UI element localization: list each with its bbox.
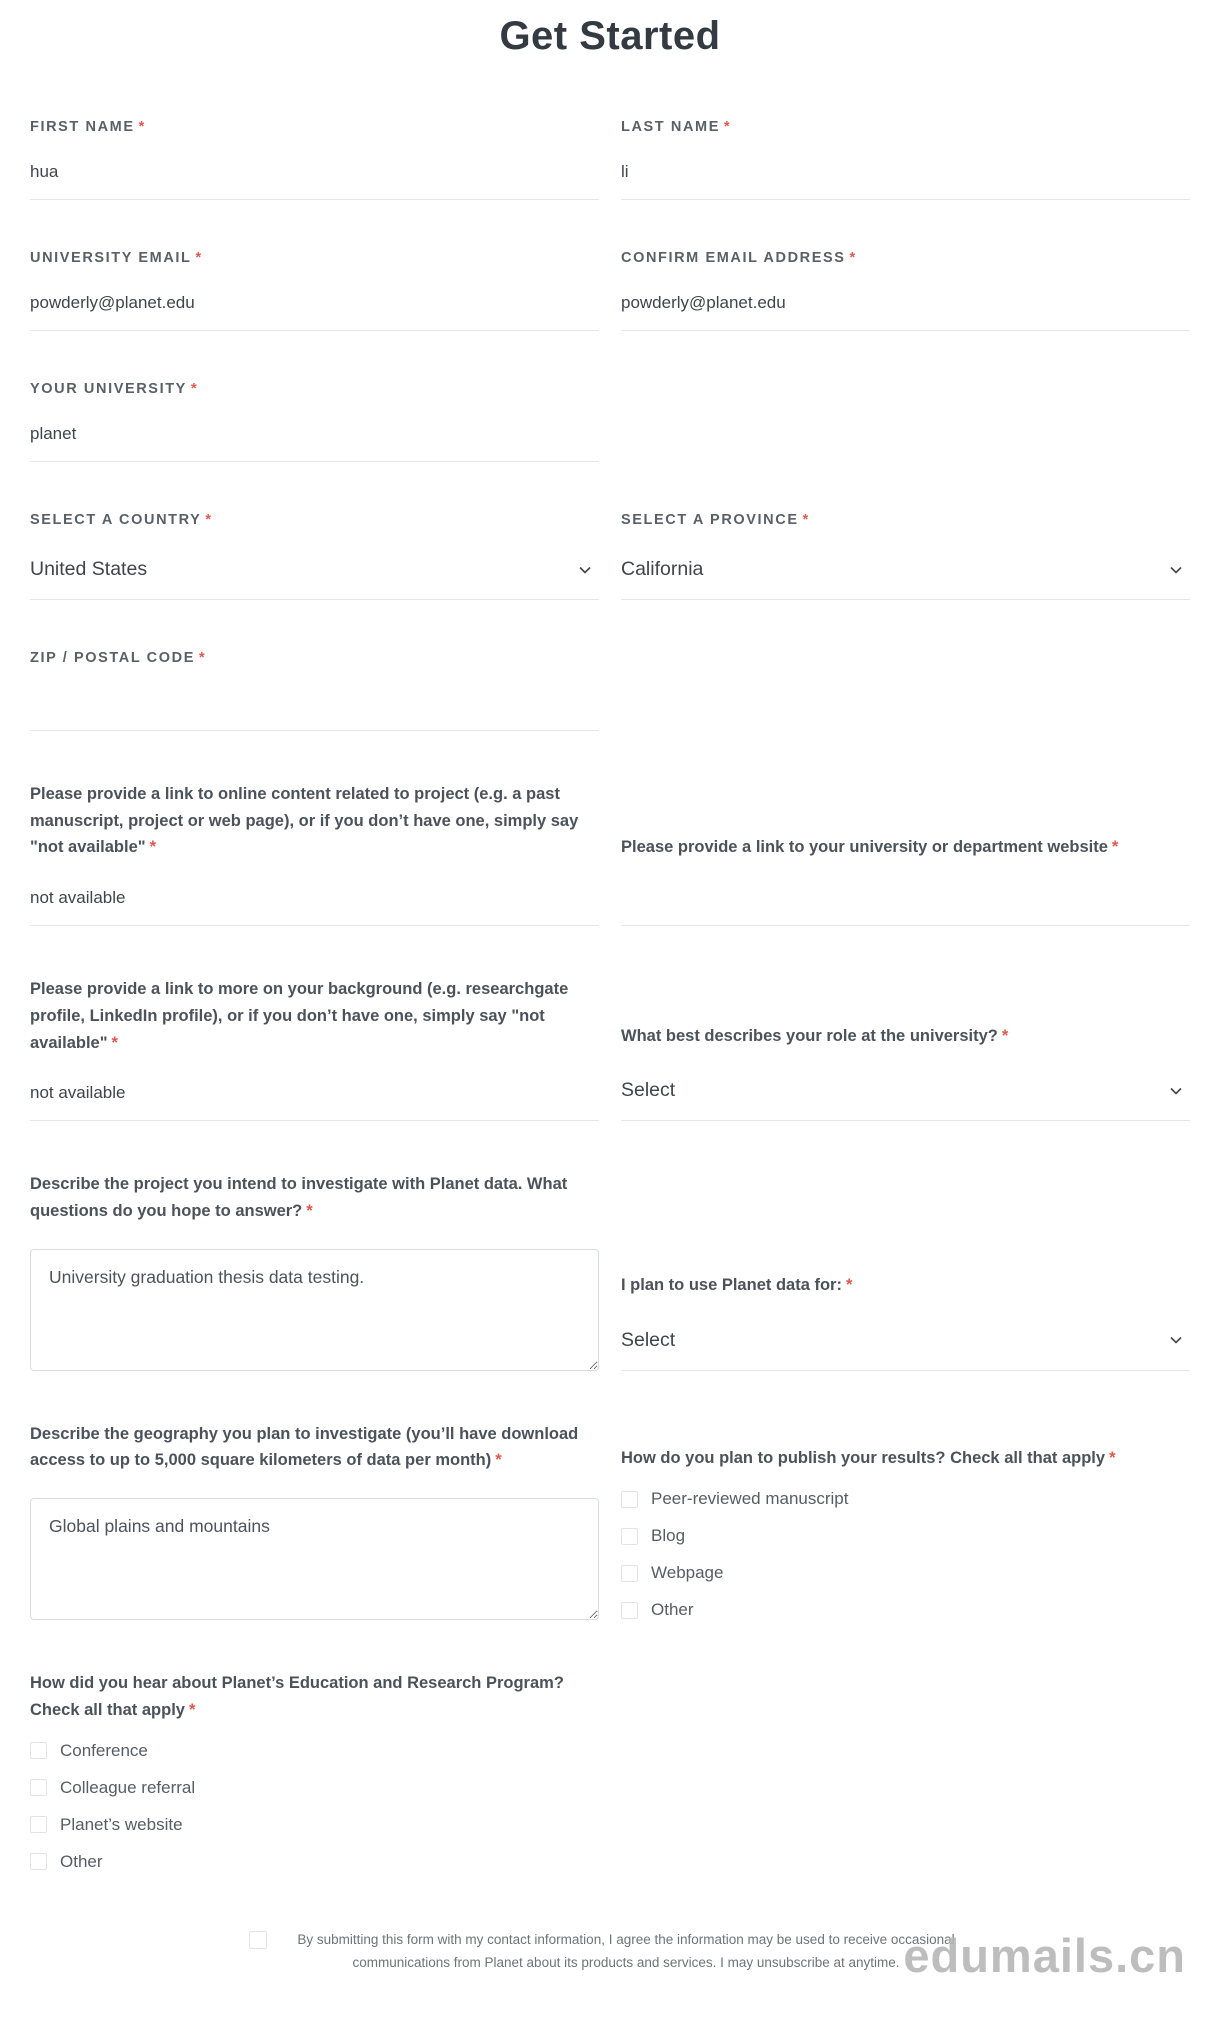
province-label: SELECT A PROVINCE * bbox=[621, 512, 810, 528]
field-province bbox=[621, 512, 1190, 600]
field-hear-about bbox=[30, 1670, 599, 1871]
checkbox-label: Peer-reviewed manuscript bbox=[651, 1489, 849, 1509]
field-zip bbox=[30, 650, 599, 731]
field-role bbox=[621, 1023, 1190, 1122]
required-asterisk: * bbox=[723, 119, 732, 135]
field-your-university bbox=[30, 381, 599, 462]
project-description-textarea[interactable] bbox=[30, 1249, 599, 1371]
checkbox-icon[interactable] bbox=[30, 1742, 47, 1759]
field-project-description bbox=[30, 1171, 599, 1370]
checkbox-option-other-publish[interactable] bbox=[621, 1600, 1190, 1620]
university-email-input[interactable] bbox=[30, 266, 599, 331]
required-asterisk: * bbox=[1109, 1449, 1116, 1468]
role-question: What best describes your role at the university? * bbox=[621, 1026, 1009, 1045]
zip-input[interactable] bbox=[30, 666, 599, 731]
data-use-question: I plan to use Planet data for: * bbox=[621, 1276, 853, 1295]
background-link-input[interactable] bbox=[30, 1056, 599, 1121]
chevron-down-icon bbox=[1168, 1083, 1184, 1099]
publish-results-options bbox=[621, 1489, 1190, 1620]
checkbox-option-conference[interactable] bbox=[30, 1741, 599, 1761]
checkbox-label: Planet’s website bbox=[60, 1814, 183, 1834]
confirm-email-label: CONFIRM EMAIL ADDRESS * bbox=[621, 250, 857, 266]
last-name-label: LAST NAME * bbox=[621, 119, 732, 135]
chevron-down-icon bbox=[1168, 1332, 1184, 1348]
page-title: Get Started bbox=[499, 14, 721, 58]
checkbox-label: Colleague referral bbox=[60, 1777, 196, 1797]
checkbox-icon[interactable] bbox=[30, 1779, 47, 1796]
checkbox-label: Other bbox=[651, 1600, 694, 1620]
chevron-down-icon bbox=[577, 562, 593, 578]
checkbox-label: Other bbox=[60, 1851, 103, 1871]
zip-label: ZIP / POSTAL CODE * bbox=[30, 650, 207, 666]
checkbox-option-peer-reviewed-manuscript[interactable] bbox=[621, 1489, 1190, 1509]
required-asterisk: * bbox=[1111, 838, 1119, 857]
required-asterisk: * bbox=[849, 250, 857, 266]
checkbox-option-webpage[interactable] bbox=[621, 1563, 1190, 1583]
field-confirm-email bbox=[621, 250, 1190, 331]
geography-question: Describe the geography you plan to investigate (you’ll have download access to up to 5,000 square kilometers of data per month) * bbox=[30, 1424, 579, 1470]
required-asterisk: * bbox=[149, 838, 157, 857]
first-name-label: FIRST NAME * bbox=[30, 119, 146, 135]
checkbox-option-colleague-referral[interactable] bbox=[30, 1778, 599, 1798]
checkbox-option-other-hear[interactable] bbox=[30, 1852, 599, 1872]
required-asterisk: * bbox=[195, 250, 203, 266]
online-content-question: Please provide a link to online content related to project (e.g. a past manuscript, project or web page), or if you don’t have one, simply say "not available" * bbox=[30, 785, 579, 857]
project-description-question: Describe the project you intend to investigate with Planet data. What questions do you hope to answer? * bbox=[30, 1175, 568, 1221]
province-select[interactable] bbox=[621, 528, 1190, 600]
data-use-select[interactable] bbox=[621, 1299, 1190, 1371]
checkbox-label: Webpage bbox=[651, 1563, 724, 1583]
publish-results-question: How do you plan to publish your results? Check all that apply * bbox=[621, 1449, 1116, 1468]
data-use-select-value: Select bbox=[621, 1328, 676, 1351]
confirm-email-input[interactable] bbox=[621, 266, 1190, 331]
field-university-website bbox=[621, 834, 1190, 926]
country-select[interactable] bbox=[30, 528, 599, 600]
your-university-label: YOUR UNIVERSITY * bbox=[30, 381, 199, 397]
required-asterisk: * bbox=[845, 1276, 853, 1295]
field-data-use bbox=[621, 1272, 1190, 1371]
required-asterisk: * bbox=[111, 1033, 118, 1052]
checkbox-icon[interactable] bbox=[621, 1565, 638, 1582]
checkbox-option-blog[interactable] bbox=[621, 1526, 1190, 1546]
country-label: SELECT A COUNTRY * bbox=[30, 512, 213, 528]
role-select-value: Select bbox=[621, 1079, 676, 1102]
hear-about-question: How did you hear about Planet’s Education and Research Program? Check all that apply * bbox=[30, 1674, 564, 1719]
field-first-name bbox=[30, 119, 599, 200]
online-content-input[interactable] bbox=[30, 861, 599, 926]
watermark-edumails: edumails.cn bbox=[903, 1929, 1186, 1982]
checkbox-option-planets-website[interactable] bbox=[30, 1815, 599, 1835]
university-email-label: UNIVERSITY EMAIL * bbox=[30, 250, 203, 266]
required-asterisk: * bbox=[306, 1202, 313, 1221]
country-select-value: United States bbox=[30, 558, 148, 580]
field-geography bbox=[30, 1421, 599, 1620]
last-name-input[interactable] bbox=[621, 135, 1190, 200]
consent-text: By submitting this form with my contact information, I agree the information may be used to receive occasional communications from Planet about its products and services. I may unsubscribe at anytime. bbox=[297, 1931, 955, 1971]
province-select-value: California bbox=[621, 558, 704, 580]
required-asterisk: * bbox=[205, 512, 213, 528]
checkbox-label: Blog bbox=[651, 1526, 686, 1546]
your-university-input[interactable] bbox=[30, 397, 599, 462]
required-asterisk: * bbox=[190, 381, 199, 397]
checkbox-icon[interactable] bbox=[621, 1491, 638, 1508]
field-country bbox=[30, 512, 599, 600]
field-background-link bbox=[30, 976, 599, 1121]
chevron-down-icon bbox=[1168, 562, 1184, 578]
field-last-name bbox=[621, 119, 1190, 200]
form-grid bbox=[30, 119, 1190, 1922]
checkbox-icon[interactable] bbox=[621, 1602, 638, 1619]
required-asterisk: * bbox=[138, 119, 146, 135]
first-name-input[interactable] bbox=[30, 135, 599, 200]
required-asterisk: * bbox=[198, 650, 207, 666]
checkbox-icon[interactable] bbox=[30, 1816, 47, 1833]
consent-row bbox=[230, 1928, 990, 1975]
hear-about-options bbox=[30, 1741, 599, 1872]
required-asterisk: * bbox=[1001, 1026, 1009, 1045]
required-asterisk: * bbox=[495, 1451, 502, 1470]
required-asterisk: * bbox=[802, 512, 810, 528]
checkbox-label: Conference bbox=[60, 1740, 148, 1760]
university-website-question: Please provide a link to your university or department website * bbox=[621, 838, 1119, 857]
required-asterisk: * bbox=[188, 1700, 196, 1719]
background-link-question: Please provide a link to more on your background (e.g. researchgate profile, LinkedIn profile), or if you don’t have one, simply say "not available" * bbox=[30, 980, 569, 1052]
field-online-content bbox=[30, 781, 599, 926]
geography-textarea[interactable] bbox=[30, 1498, 599, 1620]
checkbox-icon[interactable] bbox=[30, 1853, 47, 1870]
university-website-input[interactable] bbox=[621, 861, 1190, 926]
checkbox-icon[interactable] bbox=[621, 1528, 638, 1545]
field-publish-results bbox=[621, 1445, 1190, 1620]
field-university-email bbox=[30, 250, 599, 331]
consent-checkbox[interactable] bbox=[249, 1931, 267, 1949]
role-select[interactable] bbox=[621, 1049, 1190, 1121]
